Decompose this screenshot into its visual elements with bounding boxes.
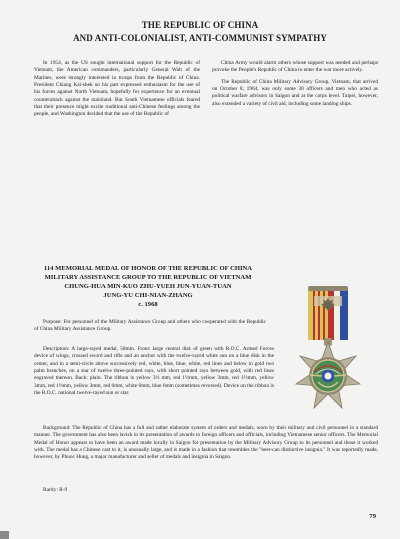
description-text: Description: A large-rayed medal, 58mm. Front: large central disk of green with R.O.C. Armed Forces device of wings, crossed sword and rifle and an anchor with the twelve-rayed white sun on a blue disk in the center, and in a semi-circle above successively red, white, blue, blue, white, red lines and below in gold two palm branches, on a star of twelve three-pointed rays, with short pointed rays between gold, with red lines engraved thereon. Back: plain. The ribbon is yellow 3½ mm, red 1½mm, yellow 3mm, red 1½mm, yellow 3mm, red 1½mm, yellow 3mm, red 6mm, white 6mm, blue 6mm (sometimes reversed). Device on the ribbon is the R.O.C. national twelve-rayed sun or star. xyxy=(34,346,274,397)
title-line-1: THE REPUBLIC OF CHINA xyxy=(141,20,259,30)
medal-photo xyxy=(278,276,378,426)
title-line-2: AND ANTI-COLONIALIST, ANTI-COMMUNIST SYMPATHY xyxy=(73,33,327,43)
item-heading-line-2: MILITARY ASSISTANCE GROUP TO THE REPUBLIC OF VIETNAM xyxy=(44,274,252,281)
intro-paragraph: In 1954, as the US sought international support for the Republic of Vietnam, the American commanders, particularly General Walt of the Marines, were strongly interested in troops from the Republic of China. President Chiang Kai-shek on his part expressed enthusiasm for the use of his forces against North Vietnam, hopefully for experience for an eventual counterattack against the mainland. But South Vietnamese officials feared that their presence might excite traditional anti-Chinese feelings among the people, and Washington decided that the use of the Republic of xyxy=(34,60,200,118)
item-heading-line-1: 114 MEMORIAL MEDAL OF HONOR OF THE REPUBLIC OF CHINA xyxy=(43,265,253,272)
medal-star xyxy=(296,342,360,408)
rarity-text: Rarity: R-9 xyxy=(43,487,68,493)
background-text: Background: The Republic of China has a full and rather elaborate system of orders and medals, worn by their military and civil personnel in a standard manner. The government has also been lavish in its presentation of awards to foreign officers and officials, including Vietnamese senior officers. The Memorial Medal of Honor appears to have been an award made locally in Saigon for presentation by the Military Advisory Group to its personnel and those it worked with. The medal has a Chinese cast to it, is unusually large, and is made in a fashion that resembles the "beer-can distinctive insignia." It was reportedly made, however, by Phuoc Hung, a major manufacturer and seller of medals and insignia in Saigon. xyxy=(34,425,378,461)
item-date: c. 1968 xyxy=(138,301,158,308)
medal-ribbon xyxy=(308,286,348,346)
intro-paragraph: China Army would alarm others whose support was needed and perhaps provoke the People's Republic of China to enter the war more actively. xyxy=(212,60,378,74)
description-paragraph xyxy=(34,346,274,397)
purpose-text: Purpose: For personnel of the Military Assistance Group and others who cooperated with the Republic of China Military Assistance Group. xyxy=(34,319,266,333)
intro-left-column xyxy=(34,60,200,123)
background-paragraph xyxy=(34,425,378,462)
romanized-name-line-2: JUNG-YU CHI-NIAN-ZHANG xyxy=(103,292,193,299)
rarity-line xyxy=(34,487,378,494)
intro-right-column xyxy=(212,60,378,112)
romanized-name-line-1: CHUNG-HUA MIN-KUO ZHU-YUEH JUN-YUAN-TUAN xyxy=(64,283,232,290)
scan-corner-mark xyxy=(0,531,9,539)
page-number: 79 xyxy=(369,513,376,520)
intro-paragraph: The Republic of China Military Advisory Group, Vietnam, that arrived on October 8, 1964, was only some 30 officers and men who acted as political warfare advisors in Saigon and at the corps level. Taipei, however, also extended a variety of civil aid, including some landing ships. xyxy=(212,78,378,107)
purpose-paragraph xyxy=(34,319,266,334)
